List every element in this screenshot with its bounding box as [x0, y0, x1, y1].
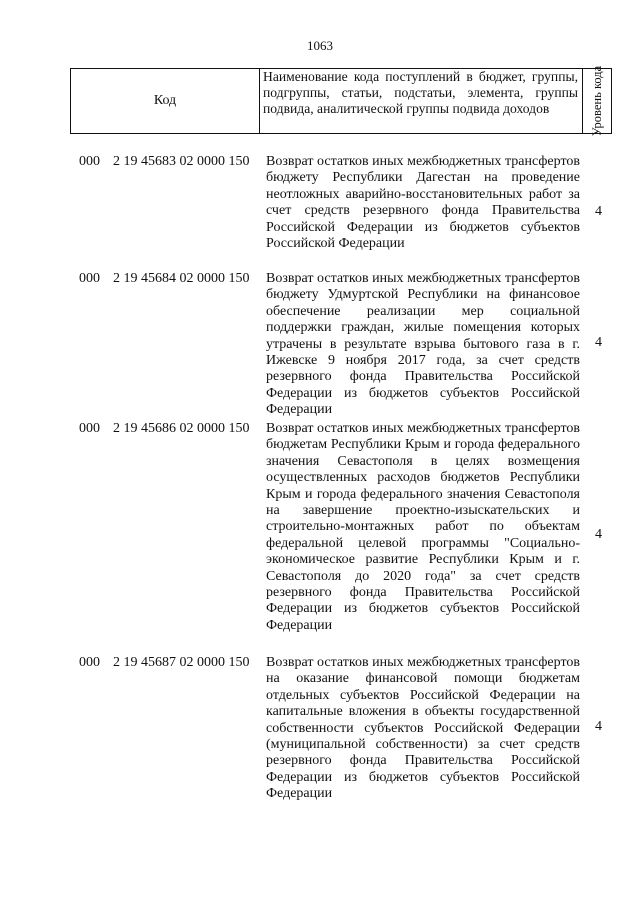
row-level: 4 — [595, 335, 602, 350]
row-prefix: 000 — [79, 154, 100, 169]
row-description: Возврат остатков иных межбюджетных трансфертов бюджетам Республики Крым и города федерального значения Севастополя в целях возмещения осуществленных расходов бюджетов Республики Крым и города федерального значения Севастополя на завершение проектно-изыскательских и строительно-монтажных работ по объектам федеральной целевой программы "Социально-экономическое развитие Республики Крым и г. Севастополя до 2020 года" за счет средств резервного фонда Правительства Российской Федерации из бюджетов субъектов Российской Федерации — [266, 421, 580, 633]
header-name-cell: Наименование кода поступлений в бюджет, группы, подгруппы, статьи, подстатьи, элемента, группы подвида, аналитической группы подвида доходов — [260, 69, 583, 133]
row-level: 4 — [595, 719, 602, 734]
row-description: Возврат остатков иных межбюджетных трансфертов бюджету Республики Дагестан на проведение неотложных аварийно-восстановительных работ за счет средств резервного фонда Правительства Российской Федерации из бюджетов субъектов Российской Федерации — [266, 154, 580, 252]
row-code: 2 19 45687 02 0000 150 — [113, 655, 250, 670]
header-code-cell — [71, 69, 260, 133]
header-level-label: Уровень кода — [589, 65, 604, 137]
row-level: 4 — [595, 527, 602, 542]
row-description: Возврат остатков иных межбюджетных трансфертов бюджету Удмуртской Республики на финансовое обеспечение реализации мер социальной поддержки граждан, жилые помещения которых утрачены в результате взрыва бытового газа в г. Ижевске 9 ноября 2017 года, за счет средств резервного фонда Правительства Российской Федерации из бюджетов субъектов Российской Федерации — [266, 271, 580, 418]
row-code: 2 19 45683 02 0000 150 — [113, 154, 250, 169]
header-level-cell — [583, 65, 611, 137]
row-description: Возврат остатков иных межбюджетных трансфертов на оказание финансовой помощи бюджетам отдельных субъектов Российской Федерации на капитальные вложения в объекты государственной собственности субъектов Российской Федерации (муниципальной собственности) за счет средств резервного фонда Правительства Российской Федерации из бюджетов субъектов Российской Федерации — [266, 655, 580, 802]
row-level: 4 — [595, 204, 602, 219]
row-code: 2 19 45684 02 0000 150 — [113, 271, 250, 286]
row-prefix: 000 — [79, 421, 100, 436]
page-number: 1063 — [307, 38, 333, 53]
header-code-label: Код — [153, 93, 177, 108]
table-header — [70, 65, 612, 137]
row-prefix: 000 — [79, 655, 100, 670]
row-prefix: 000 — [79, 271, 100, 286]
row-code: 2 19 45686 02 0000 150 — [113, 421, 250, 436]
